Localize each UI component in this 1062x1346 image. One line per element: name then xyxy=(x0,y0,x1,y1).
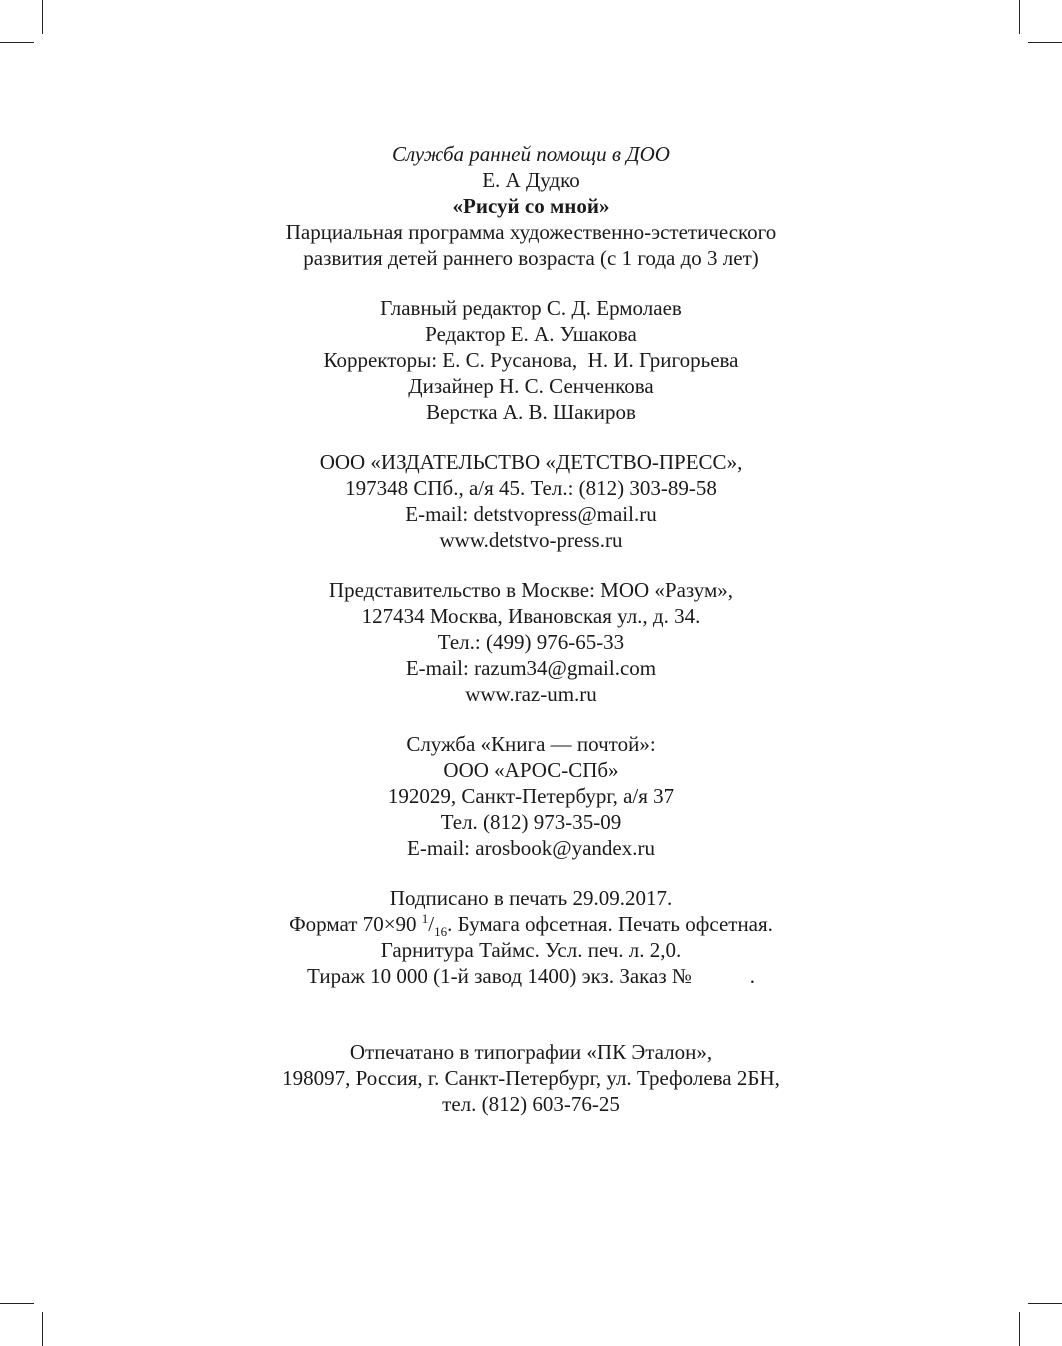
moscow-office-email: E-mail: razum34@gmail.com xyxy=(405,656,657,680)
print-run-line: Тираж 10 000 (1-й завод 1400) экз. Заказ № . xyxy=(307,964,755,988)
crop-mark-top-right xyxy=(1019,0,1020,34)
crop-mark-bottom-left-h xyxy=(0,1303,34,1304)
format-line xyxy=(0,911,1062,940)
book-info-block xyxy=(0,141,1062,271)
printer-line2: 198097, Россия, г. Санкт-Петербург, ул. Трефолева 2БН, xyxy=(282,1066,780,1090)
crop-mark-bottom-right xyxy=(1019,1312,1020,1346)
crop-mark-top-left xyxy=(42,0,43,34)
format-prefix: Формат 70×90 xyxy=(289,912,422,936)
format-suffix: . Бумага офсетная. Печать офсетная. xyxy=(447,912,773,936)
designer: Дизайнер Н. С. Сенченкова xyxy=(408,374,654,398)
print-info-block xyxy=(0,885,1062,989)
printer-block xyxy=(0,1039,1062,1117)
mail-service-company: ООО «АРОС-СПб» xyxy=(443,758,619,782)
typeface-line: Гарнитура Таймс. Усл. печ. л. 2,0. xyxy=(380,938,682,962)
crop-mark-bottom-right-h xyxy=(1028,1303,1062,1304)
series-title: Служба ранней помощи в ДОО xyxy=(392,142,670,166)
moscow-office-name: Представительство в Москве: МОО «Разум», xyxy=(328,578,734,602)
publisher-website: www.detstvo-press.ru xyxy=(439,528,623,552)
book-subtitle-line1: Парциальная программа художественно-эстетического xyxy=(285,220,777,244)
publisher-address: 197348 СПб., а/я 45. Тел.: (812) 303-89-58 xyxy=(345,476,717,500)
crop-mark-top-left-h xyxy=(0,42,34,43)
mail-service-block xyxy=(0,731,1062,861)
crop-mark-bottom-left xyxy=(42,1312,43,1346)
format-denominator: 16 xyxy=(434,924,448,940)
staff-block xyxy=(0,295,1062,425)
moscow-office-address: 127434 Москва, Ивановская ул., д. 34. xyxy=(361,604,701,628)
crop-mark-top-right-h xyxy=(1028,42,1062,43)
format-slash: / xyxy=(428,912,435,936)
publisher-email: E-mail: detstvopress@mail.ru xyxy=(405,502,657,526)
mail-service-email: E-mail: arosbook@yandex.ru xyxy=(407,836,655,860)
layout-artist: Верстка А. В. Шакиров xyxy=(426,400,636,424)
publisher-block xyxy=(0,449,1062,553)
proofreaders: Корректоры: Е. С. Русанова, Н. И. Григорьева xyxy=(323,348,739,372)
book-title: «Рисуй со мной» xyxy=(452,194,610,218)
moscow-office-block xyxy=(0,577,1062,707)
mail-service-phone: Тел. (812) 973-35-09 xyxy=(440,810,622,834)
editor: Редактор Е. А. Ушакова xyxy=(425,322,637,346)
book-subtitle-line2: развития детей раннего возраста (с 1 года до 3 лет) xyxy=(303,246,759,270)
moscow-office-website: www.raz-um.ru xyxy=(465,682,597,706)
chief-editor: Главный редактор С. Д. Ермолаев xyxy=(380,296,682,320)
author: Е. А Дудко xyxy=(482,168,580,192)
publisher-name: ООО «ИЗДАТЕЛЬСТВО «ДЕТСТВО-ПРЕСС», xyxy=(319,450,743,474)
printer-line3: тел. (812) 603-76-25 xyxy=(442,1092,620,1116)
mail-service-address: 192029, Санкт-Петербург, а/я 37 xyxy=(387,784,675,808)
moscow-office-phone: Тел.: (499) 976-65-33 xyxy=(437,630,625,654)
mail-service-name: Служба «Книга — почтой»: xyxy=(406,732,656,756)
signed-date: Подписано в печать 29.09.2017. xyxy=(389,886,673,910)
printer-line1: Отпечатано в типографии «ПК Эталон», xyxy=(349,1040,713,1064)
format-numerator: 1 xyxy=(421,911,429,926)
imprint-page xyxy=(0,141,1062,1117)
